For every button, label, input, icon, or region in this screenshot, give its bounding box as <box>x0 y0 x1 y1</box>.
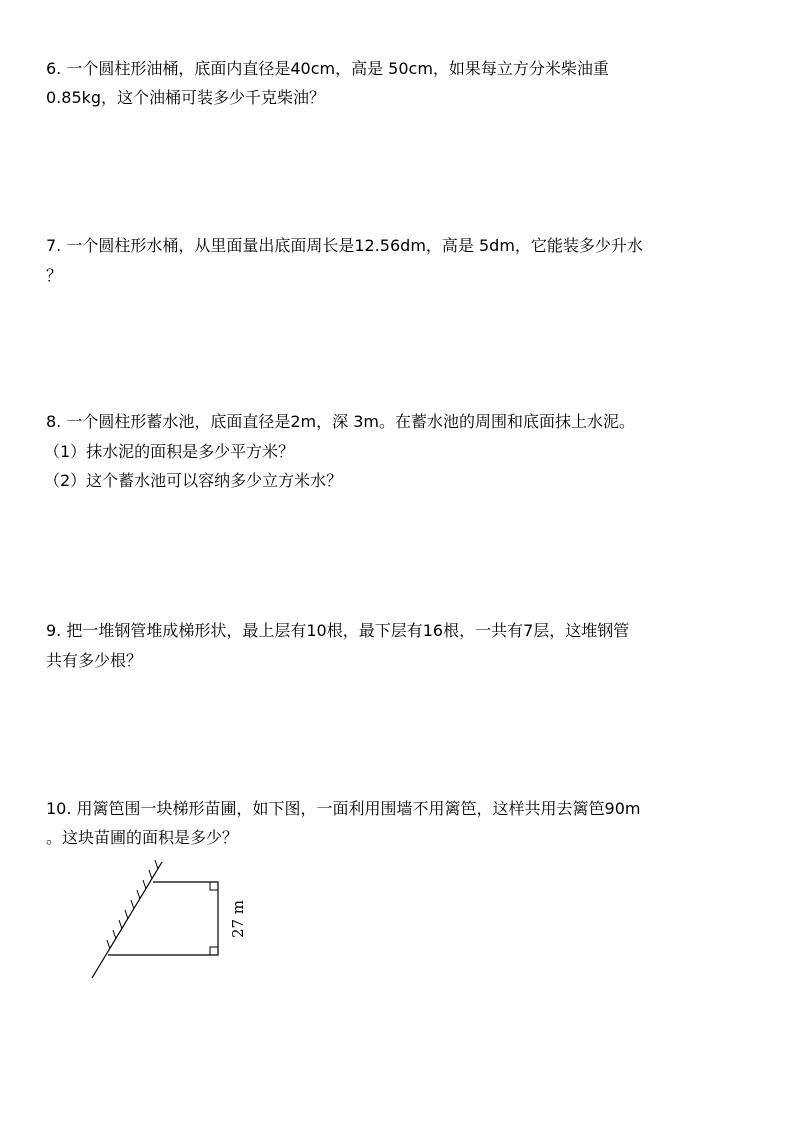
q9-line-1: 9. 把一堆钢管堆成梯形状，最上层有10根，最下层有16根，一共有7层，这堆钢管 <box>46 621 630 640</box>
q10-line-2: 。这块苗圃的面积是多少？ <box>46 828 239 847</box>
q7-line-1: 7. 一个圆柱形水桶，从里面量出底面周长是12.56dm，高是 5dm，它能装多少升水 <box>46 236 643 255</box>
q8-line-1: 8. 一个圆柱形蓄水池，底面直径是2m，深 3m。在蓄水池的周围和底面抹上水泥。 <box>46 412 635 431</box>
q8-sub-1: （1）抹水泥的面积是多少平方米？ <box>44 442 295 461</box>
q6-line-2: 0.85kg，这个油桶可装多少千克柴油？ <box>46 88 326 107</box>
q10-line-1: 10. 用篱笆围一块梯形苗圃，如下图，一面利用围墙不用篱笆，这样共用去篱笆90m <box>46 799 641 818</box>
right-angle-marker-bottom <box>210 947 218 955</box>
q8-sub-2: （2）这个蓄水池可以容纳多少立方米水？ <box>44 471 343 490</box>
wall-hatch-marks <box>107 860 158 949</box>
q9-line-2: 共有多少根？ <box>46 651 143 670</box>
wall-line <box>92 862 162 978</box>
trapezoid-nursery-figure <box>86 852 256 984</box>
q6-line-1: 6. 一个圆柱形油桶，底面内直径是40cm，高是 50cm，如果每立方分米柴油重 <box>46 59 609 78</box>
fence-outline <box>108 882 218 955</box>
q7-line-2: ？ <box>46 266 63 285</box>
right-angle-marker-top <box>210 882 218 890</box>
height-label: 27 m <box>229 899 247 939</box>
